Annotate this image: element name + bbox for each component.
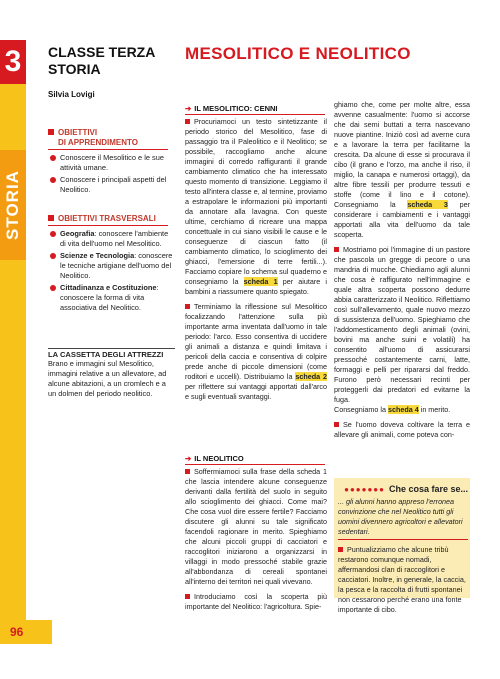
classe-heading: [48, 44, 155, 78]
obiettivi-apprendimento-list: [48, 153, 173, 197]
paragraph: ghiamo che, come per molte altre, essa avvenne casualmente: l'uomo si accorse che dai semi buttati a terra nascevano nuove piantine. Iniziò così ad averne cura e a lavorare la terra per facilitarne la crescita. Da alcune di esse si procurava il cibo (il grano e l'orzo, ma anche il riso, il miglio, la canapa e numerosi ortaggi), da altre fibre tessili per produrre tessuti e stoffe (come il lino e il cotone). Consegniamo la scheda 3 per considerare i cambiamenti e i vantaggi apportati alla vita dell'uomo da tale scoperta.: [334, 100, 470, 239]
paragraph: Procuriamoci un testo sintetizzante il periodo storico del Mesolitico, fase di passaggio tra il Paleolitico e il Neolitico; se possibile, raccogliamo anche alcune immagini di corredo raffiguranti il grande cambiamento climatico che ha interessato questo momento di transizione. Leggiamo il testo all'intera classe e, al termine, proviamo a estrapolare le informazioni più importanti da annotare alla lavagna. Con queste ultime, cerchiamo di ricreare una mappa concettuale in cui siano visibili le cause e le conseguenze di ciascun fatto (il cambiamento climatico, lo scioglimento dei ghiacci, l'emersione di terre fertili...). Facciamo copiare lo schema sul quaderno e consegniamo la scheda 1 per aiutare i bambini a riassumere quanto spiegato.: [185, 117, 327, 296]
bullet-dot-icon: [50, 177, 56, 183]
neolitico-body: [185, 467, 327, 617]
page-number: 96: [10, 625, 24, 639]
bullet-square-icon: [338, 547, 343, 552]
dots-decoration: ●●●●●●●: [344, 485, 385, 494]
cassetta-text: Brano e immagini sul Mesolitico, immagini relative a un allevatore, ad alcune abitazioni, a un cromlech e a un dolmen del periodo neolitico.: [48, 359, 167, 398]
page-title: MESOLITICO E NEOLITICO: [185, 44, 411, 63]
bullet-dot-icon: [50, 285, 56, 291]
bullet-dot-icon: [50, 253, 56, 259]
chapter-number: 3: [0, 40, 26, 84]
fare-box-text: Puntualizziamo che alcune tribù restarono comunque nomadi, affermandosi clan di raccoglitori e cacciatori. Inoltre, in generale, la caccia, la pesca e la raccolta di frutti spontanei non cessarono perché erano una fonte importante di cibo.: [338, 545, 466, 614]
classe-line: CLASSE TERZA: [48, 44, 156, 60]
paragraph: Se l'uomo doveva coltivare la terra e allevare gli animali, come poteva con-: [334, 420, 470, 439]
scheda-highlight: scheda 4: [387, 405, 419, 414]
bullet-dot-icon: [50, 155, 56, 161]
right-column-body: [334, 100, 470, 445]
arrow-right-icon: ➔: [185, 454, 192, 463]
list-item: Geografia: conoscere l'ambiente di vita dell'uomo nel Mesolitico.: [48, 229, 173, 249]
cassetta-heading: LA CASSETTA DEGLI ATTREZZI: [48, 348, 175, 359]
paragraph: Introduciamo così la scoperta più importante del Neolitico: l'agricoltura. Spie-: [185, 592, 327, 611]
paragraph: Mostriamo poi l'immagine di un pastore che pascola un gregge di pecore o una mandria di mucche. Chiediamo agli alunni che cosa è raffigurato nell'immagine e quale altra scoperta possono dedurre abbia caratterizzato il Neolitico. Riflettiamo così sull'allevamento, quale nuovo mezzo di sussistenza dell'uomo. Spieghiamo che l'addomesticamento degli animali (ovini, bovini ma anche suini e volatili) ha consentito all'uomo di assicurarsi pressoché costantemente carni, latte, formaggi e pelli per ripararsi dal freddo. Furono però necessari recinti per proteggerli dai predatori ed evitarne la fuga. Consegniamo la scheda 4 in merito.: [334, 245, 470, 414]
bullet-square-icon: [185, 304, 190, 309]
side-tab-label: STORIA: [3, 170, 22, 240]
list-item: Scienze e Tecnologia: conoscere le tecniche artigiane dell'uomo del Neolitico.: [48, 251, 173, 281]
list-item: Conoscere il Mesolitico e le sue attività umane.: [48, 153, 173, 173]
scheda-highlight: scheda 3: [407, 200, 448, 209]
fare-box-heading: ●●●●●●● Che cosa fare se...: [344, 484, 468, 494]
author: Silvia Lovigi: [48, 90, 95, 99]
mesolitico-body: [185, 117, 327, 407]
scheda-highlight: scheda 2: [295, 372, 328, 381]
bullet-square-icon: [48, 129, 54, 135]
bullet-square-icon: [334, 422, 339, 427]
fare-box-italic: ... gli alunni hanno appreso l'erronea convinzione che nel Neolitico tutti gli uomini divennero agricoltori e allevatori sedentari.: [338, 497, 468, 540]
scheda-highlight: scheda 1: [243, 277, 278, 286]
list-item: Conoscere i principali aspetti del Neolitico.: [48, 175, 173, 195]
arrow-right-icon: ➔: [185, 104, 192, 113]
bullet-square-icon: [334, 247, 339, 252]
neolitico-heading: ➔ IL NEOLITICO: [185, 454, 325, 465]
bullet-square-icon: [48, 215, 54, 221]
bullet-square-icon: [185, 594, 190, 599]
bullet-square-icon: [185, 469, 190, 474]
list-item: Cittadinanza e Costituzione: conoscere la forma di vita associativa del Neolitico.: [48, 283, 173, 313]
side-strip: [0, 40, 26, 640]
paragraph: Soffermiamoci sulla frase della scheda 1 che lascia intendere alcune conseguenze derivanti dalla fertilità del suolo in seguito allo scioglimento dei ghiacci. Come mai? Che cosa vuol dire essere fertile? Facciamo discutere gli alunni su tale significato facendoli ragionare in merito. Spieghiamo che alcuni piccoli gruppi di cacciatori e raccoglitori iniziarono a organizzarsi in villaggi in modo pressoché stabile grazie all'abbondanza di cereali spontanei all'interno dei territori nei quali vivevano.: [185, 467, 327, 586]
obiettivi-apprendimento-heading: OBIETTIVI DI APPRENDIMENTO: [48, 128, 168, 150]
paragraph: Terminiamo la riflessione sul Mesolitico focalizzando l'attenzione sulla più importante arma inventata dall'uomo in tale periodo: l'arco. Esso consentiva di uccidere gli animali a distanza e quindi limitava i pericoli della caccia e consentiva di colpire prede anche di piccole dimensioni (come roditori e uccelli). Distribuiamo la scheda 2 per riflettere sui vantaggi apportati dall'arco e sugli eventuali svantaggi.: [185, 302, 328, 401]
side-tab: [0, 150, 26, 260]
subject-line: STORIA: [48, 61, 101, 77]
obiettivi-trasversali-list: [48, 229, 173, 315]
fare-box-body: [338, 497, 468, 615]
page-number-box: [0, 620, 52, 644]
bullet-square-icon: [185, 119, 190, 124]
bullet-dot-icon: [50, 231, 56, 237]
obiettivi-trasversali-heading: OBIETTIVI TRASVERSALI: [48, 214, 168, 226]
mesolitico-heading: ➔ IL MESOLITICO: CENNI: [185, 104, 325, 115]
